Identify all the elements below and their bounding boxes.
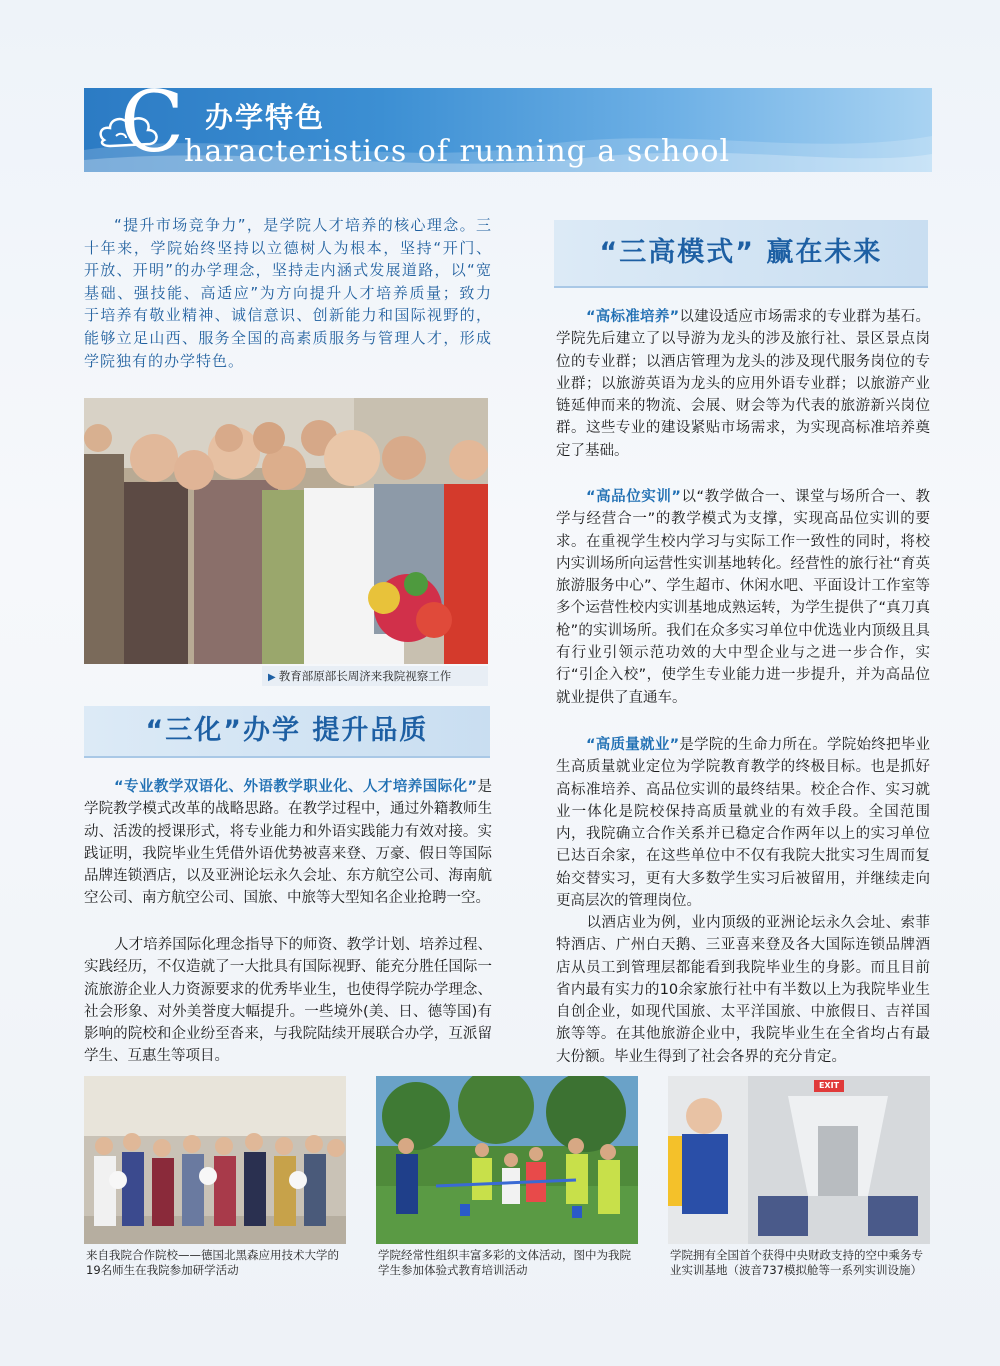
gaozhiliang-highlight: “高质量就业” (586, 737, 680, 753)
sanhua-highlight: “专业教学双语化、外语教学职业化、人才培养国际化” (114, 779, 478, 795)
sanhua-p1-text: 是学院教学模式改革的战略思路。在教学过程中，通过外籍教师生动、活泼的授课形式，将专业能力和外语实践能力有效对接。实践证明，我院毕业生凭借外语优势被喜来登、万豪、假日等国际品牌连锁酒店，以及亚洲论坛永久会址、东方航空公司、海南航空公司、南方航空公司、国旅、中旅等大型知名企业抢聘一空。 (84, 779, 492, 907)
sanhua-paragraph-2 (84, 934, 492, 1068)
page-title: 办学特色 (205, 101, 326, 134)
german-students-caption-text: 来自我院合作院校——德国北黑森应用技术大学的19名师生在我院参加研学活动 (86, 1248, 339, 1277)
intro-paragraph (84, 214, 492, 372)
gaopinwei-highlight: “高品位实训” (586, 489, 681, 505)
page-subtitle-en: haracteristics of running a school (184, 134, 731, 169)
section-heading-sanhua (84, 706, 490, 758)
sanhua-paragraph-1 (84, 776, 492, 910)
sangao-paragraph-4 (556, 912, 930, 1068)
sangao-p1-text: 以建设适应市场需求的专业群为基石。学院先后建立了以导游为龙头的涉及旅行社、景区景点岗位的专业群；以酒店管理为龙头的涉及现代服务岗位的专业群；以旅游英语为龙头的应用外语专业群；以旅游产业链延伸而来的物流、会展、财会等为代表的旅游新兴岗位群。这些专业的建设紧贴市场需求，为实现高标准培养奠定了基础。 (556, 309, 930, 459)
photo1-caption (268, 669, 488, 685)
section-heading-sanhua-text: “三化”办学 提升品质 (145, 715, 429, 746)
outdoor-activity-caption-text: 学院经常性组织丰富多彩的文体活动，图中为我院学生参加体验式教育培训活动 (378, 1248, 631, 1277)
exit-sign (814, 1080, 844, 1092)
aircraft-cabin-caption (670, 1248, 932, 1278)
aircraft-cabin-photo (668, 1076, 930, 1244)
german-students-caption (86, 1248, 348, 1278)
sangao-p4-text: 以酒店业为例，业内顶级的亚洲论坛永久会址、索菲特酒店、广州白天鹅、三亚喜来登及各大国际连锁品牌酒店从员工到管理层都能看到我院毕业生的身影。而且目前省内最有实力的10余家旅行社中有半数以上为我院毕业生自创企业，如现代国旅、太平洋国旅、中旅假日、吉祥国旅等等。在其他旅游企业中，我院毕业生在全省均占有最大份额。毕业生得到了社会各界的充分肯定。 (556, 915, 930, 1065)
sangao-p3-text: 是学院的生命力所在。学院始终把毕业生高质量就业定位为学院教育教学的终极目标。也是抓好高标准培养、高品位实训的最终结果。校企合作、实习就业一体化是院校保持高质量就业的有效手段。全国范围内，我院确立合作关系并已稳定合作两年以上的实习单位已达百余家，在这些单位中不仅有我院大批实习生周而复始交替实习，更有大多数学生实习后被留用，并继续走向更高层次的管理岗位。 (556, 737, 930, 910)
sangao-paragraph-1 (556, 306, 930, 462)
section-heading-sangao (554, 220, 928, 288)
photo1-caption-text: 教育部原部长周济来我院视察工作 (278, 669, 452, 683)
intro-text: “提升市场竞争力”，是学院人才培养的核心理念。三十年来，学院始终坚持以立德树人为根本，坚持“开门、开放、开明”的办学理念，坚持走内涵式发展道路，以“宽基础、强技能、高适应”为方向提升人才培养质量；致力于培养有敬业精神、诚信意识、创新能力和国际视野的，能够立足山西、服务全国的高素质服务与管理人才，形成学院独有的办学特色。 (84, 216, 492, 370)
sangao-paragraph-3 (556, 734, 930, 912)
triangle-icon: ▶ (268, 672, 276, 683)
gaobiaozhun-highlight: “高标准培养” (586, 309, 680, 325)
outdoor-activity-caption (378, 1248, 640, 1278)
aircraft-cabin-caption-text: 学院拥有全国首个获得中央财政支持的空中乘务专业实训基地（波音737模拟舱等一系列实训设施） (670, 1248, 923, 1277)
section-heading-sangao-text: “三高模式” 赢在未来 (599, 237, 883, 268)
sangao-p2-text: 以“教学做合一、课堂与场所合一、教学与经营合一”的教学模式为支撑，实现高品位实训的要求。在重视学生校内学习与实际工作一致性的同时，将校内实训场所向运营性实训基地转化。经营性的旅行社“育英旅游服务中心”、学生超市、休闲水吧、平面设计工作室等多个运营性校内实训基地成熟运转，为学生提供了“真刀真枪”的实训场所。我们在众多实习单位中优选业内顶级且具有行业引领示范功效的大中型企业与之进一步合作，实行“引企入校”，使学生专业能力进一步提升，并为高品位就业提供了直通车。 (556, 489, 930, 706)
inspection-photo (84, 398, 488, 664)
exit-sign-text: EXIT (818, 1081, 840, 1090)
sangao-paragraph-2 (556, 486, 930, 709)
sanhua-p2-text: 人才培养国际化理念指导下的师资、教学计划、培养过程、实践经历，不仅造就了一大批具有国际视野、能充分胜任国际一流旅游企业人力资源要求的优秀毕业生，也使得学院办学理念、社会形象、对外美誉度大幅提升。一些境外(美、日、德等国)有影响的院校和企业纷至沓来，与我院陆续开展联合办学，互派留学生、互惠生等项目。 (84, 937, 492, 1065)
outdoor-activity-photo (376, 1076, 638, 1244)
german-students-photo (84, 1076, 346, 1244)
big-letter-c: C (120, 73, 185, 171)
